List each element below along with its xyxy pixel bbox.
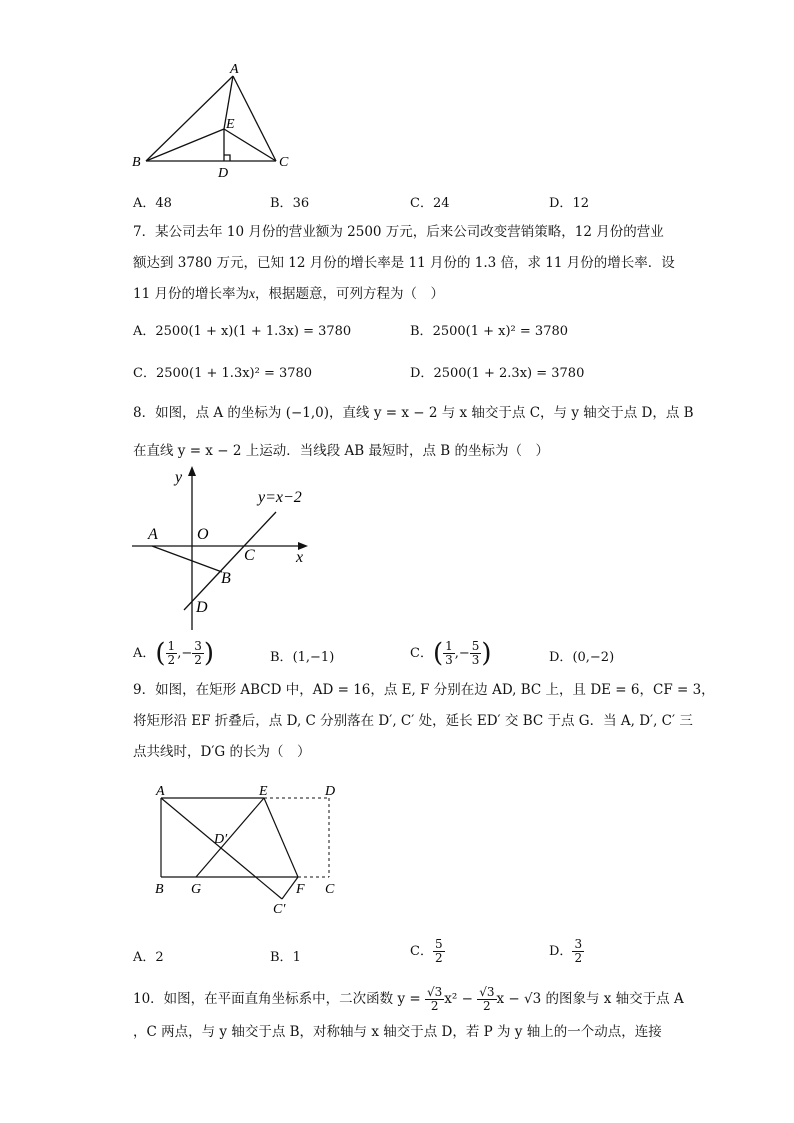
fig9-label-c-prime: C′ [273, 902, 286, 917]
q6-option-a[interactable]: A．48 [133, 196, 172, 211]
fig8-label-b: B [221, 570, 231, 587]
q7-line3: 11 月份的增长率为x，根据题意，可列方程为（ ） [133, 286, 444, 302]
fig9-label-b: B [155, 882, 164, 897]
q8-option-d[interactable]: D．(0,−2) [549, 650, 615, 665]
fig8-label-c: C [244, 547, 255, 564]
q9-line2: 将矩形沿 EF 折叠后，点 D, C 分别落在 D′, C′ 处，延长 ED′ 交 BC 于点 G．当 A, D′, C′ 三 [133, 713, 693, 729]
label-e: E [226, 117, 235, 132]
triangle-figure [128, 60, 298, 185]
fig8-x-axis-label: x [296, 549, 304, 566]
fig8-label-a: A [148, 526, 158, 543]
fig9-label-d-prime: D′ [214, 832, 228, 847]
label-c: C [279, 155, 289, 170]
fig9-label-a: A [156, 784, 165, 799]
q7-option-d[interactable]: D．2500(1 + 2.3x) = 3780 [410, 366, 585, 381]
q8-option-c[interactable]: C．( $\frac{1}{3}$ ,− $\frac{5}{3}$ ) [410, 638, 492, 669]
q7-line1: 7．某公司去年 10 月份的营业额为 2500 万元，后来公司改变营销策略，12 月份的营业 [133, 224, 664, 240]
q6-option-b[interactable]: B．36 [270, 196, 310, 211]
q7-option-a[interactable]: A．2500(1 + x)(1 + 1.3x) = 3780 [133, 324, 352, 339]
label-d: D [218, 166, 229, 181]
q9-line3: 点共线时，D′G 的长为（ ） [133, 744, 311, 760]
fig8-label-o: O [197, 526, 209, 543]
q10-line2: ，C 两点，与 y 轴交于点 B，对称轴与 x 轴交于点 D，若 P 为 y 轴上的一个动点，连接 [133, 1024, 662, 1040]
rectangle-fold-figure [150, 783, 350, 918]
q7-line2: 额达到 3780 万元，已知 12 月份的增长率是 11 月份的 1.3 倍，求 11 月份的增长率．设 [133, 255, 675, 271]
fig9-label-f: F [296, 882, 305, 897]
q6-option-d[interactable]: D．12 [549, 196, 589, 211]
label-b: B [132, 155, 141, 170]
fig9-label-g: G [191, 882, 202, 897]
fig9-label-e: E [259, 784, 268, 799]
fig8-label-d: D [196, 599, 208, 616]
q8-line2: 在直线 y = x − 2 上运动．当线段 AB 最短时，点 B 的坐标为（ ） [133, 443, 549, 459]
q9-line1: 9．如图，在矩形 ABCD 中，AD = 16，点 E, F 分别在边 AD, BC 上，且 DE = 6，CF = 3， [133, 682, 715, 698]
q7-option-c[interactable]: C．2500(1 + 1.3x)² = 3780 [133, 366, 313, 381]
q9-option-d[interactable]: D． $\frac{3}{2}$ [549, 937, 583, 965]
label-a: A [230, 62, 239, 77]
fig8-y-axis-label: y [175, 469, 183, 486]
q9-option-c[interactable]: C． $\frac{5}{2}$ [410, 937, 443, 965]
q10-line1: 10．如图，在平面直角坐标系中，二次函数 y = $\frac{√3}{2}$ x² − $\frac{√3}{2}$ x − √3 的图象与 x 轴交于点 A [133, 985, 684, 1013]
q6-option-c[interactable]: C．24 [410, 196, 450, 211]
q8-option-a[interactable]: A．( $\frac{1}{2}$ ,− $\frac{3}{2}$ ) [133, 638, 215, 669]
fig8-eq: y=x−2 [258, 489, 302, 506]
q7-option-b[interactable]: B．2500(1 + x)² = 3780 [410, 324, 569, 339]
coordinate-figure [128, 462, 328, 634]
q9-option-b[interactable]: B．1 [270, 950, 301, 965]
q9-option-a[interactable]: A．2 [133, 950, 164, 965]
fig9-label-d: D [325, 784, 336, 799]
q8-option-b[interactable]: B．(1,−1) [270, 650, 335, 665]
q8-line1: 8．如图，点 A 的坐标为 (−1,0)，直线 y = x − 2 与 x 轴交于点 C，与 y 轴交于点 D，点 B [133, 405, 694, 421]
fig9-label-c: C [325, 882, 335, 897]
